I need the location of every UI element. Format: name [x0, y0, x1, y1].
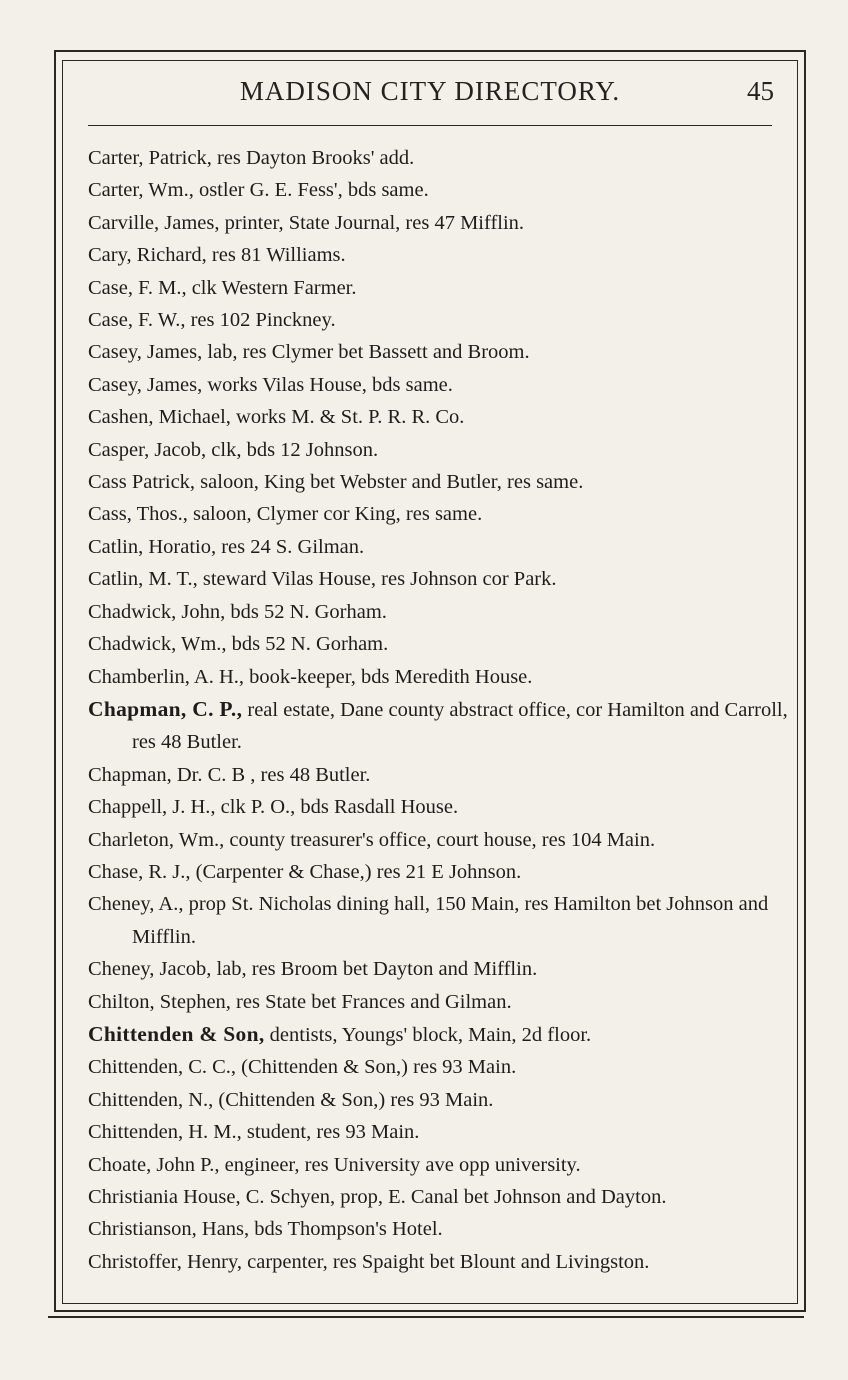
entry-text: Cheney, Jacob, lab, res Broom bet Dayton and Mifflin.: [88, 958, 538, 981]
directory-entry: [88, 531, 788, 563]
entry-text: Chilton, Stephen, res State bet Frances and Gilman.: [88, 990, 512, 1013]
directory-entry: [88, 759, 788, 791]
directory-entry: [88, 304, 788, 336]
directory-entry: [88, 174, 788, 206]
entry-bold-name: Chittenden & Son,: [88, 1021, 265, 1046]
directory-entry: [88, 466, 788, 498]
directory-entry: [88, 596, 788, 628]
directory-entry: [88, 272, 788, 304]
entry-text: Carter, Patrick, res Dayton Brooks' add.: [88, 147, 415, 169]
entry-text: Chittenden, N., (Chittenden & Son,) res 93 Main.: [88, 1088, 494, 1111]
entry-text: real estate, Dane county abstract office, cor Hamilton and Carroll, res 48 Butler.: [132, 698, 788, 754]
entry-text: Chadwick, John, bds 52 N. Gorham.: [88, 600, 387, 623]
directory-entry: [88, 1084, 788, 1116]
entry-text: Chadwick, Wm., bds 52 N. Gorham.: [88, 633, 389, 656]
entry-text: Chapman, Dr. C. B , res 48 Butler.: [88, 763, 371, 786]
directory-entry: [88, 1051, 788, 1083]
entry-text: Christoffer, Henry, carpenter, res Spaight bet Blount and Livingston.: [88, 1250, 650, 1273]
page-number: 45: [747, 76, 774, 106]
directory-entry: [88, 1246, 788, 1278]
directory-entry: [88, 401, 788, 433]
entry-text: Carville, James, printer, State Journal, res 47 Mifflin.: [88, 211, 525, 234]
entry-text: Choate, John P., engineer, res University ave opp university.: [88, 1153, 581, 1176]
directory-entry: [88, 498, 788, 530]
directory-entry: [88, 888, 788, 953]
directory-entry: [88, 1213, 788, 1245]
entry-text: Chittenden, H. M., student, res 93 Main.: [88, 1121, 420, 1144]
entry-text: Cass, Thos., saloon, Clymer cor King, res same.: [88, 503, 483, 526]
directory-entry: [88, 661, 788, 693]
directory-entry: [88, 142, 788, 174]
directory-entry: [88, 434, 788, 466]
directory-entry: [88, 239, 788, 271]
entry-text: Casey, James, lab, res Clymer bet Bassett and Broom.: [88, 341, 530, 364]
directory-entry: [88, 856, 788, 888]
entry-text: Case, F. M., clk Western Farmer.: [88, 276, 357, 299]
directory-entry: [88, 824, 788, 856]
entry-text: Casey, James, works Vilas House, bds same.: [88, 373, 453, 396]
page-header: [62, 76, 798, 116]
entry-text: Casper, Jacob, clk, bds 12 Johnson.: [88, 438, 379, 461]
header-rule: [88, 125, 772, 126]
directory-entry: [88, 693, 788, 759]
entry-text: Christiania House, C. Schyen, prop, E. Canal bet Johnson and Dayton.: [88, 1186, 667, 1208]
entry-text: Catlin, Horatio, res 24 S. Gilman.: [88, 535, 365, 558]
entry-text: Catlin, M. T., steward Vilas House, res Johnson cor Park.: [88, 568, 557, 591]
directory-entry: [88, 953, 788, 985]
directory-entry: [88, 986, 788, 1018]
directory-entry: [88, 1181, 788, 1213]
entry-text: Carter, Wm., ostler G. E. Fess', bds same.: [88, 179, 429, 202]
entry-text: Christianson, Hans, bds Thompson's Hotel.: [88, 1218, 443, 1241]
entry-text: Cary, Richard, res 81 Williams.: [88, 244, 346, 267]
directory-entry: [88, 336, 788, 368]
bottom-rule: [48, 1316, 804, 1318]
entry-text: Charleton, Wm., county treasurer's office, court house, res 104 Main.: [88, 828, 656, 851]
entry-text: Chittenden, C. C., (Chittenden & Son,) res 93 Main.: [88, 1056, 517, 1079]
page-title: MADISON CITY DIRECTORY.: [239, 76, 621, 106]
directory-entry: [88, 1149, 788, 1181]
directory-entry: [88, 563, 788, 595]
entry-text: dentists, Youngs' block, Main, 2d floor.: [264, 1023, 592, 1046]
entry-bold-name: Chapman, C. P.,: [88, 696, 243, 721]
directory-entry: [88, 628, 788, 660]
directory-entry: [88, 791, 788, 823]
entry-text: Cashen, Michael, works M. & St. P. R. R. Co.: [88, 406, 465, 429]
entry-text: Chamberlin, A. H., book-keeper, bds Meredith House.: [88, 665, 533, 688]
entry-text: Chase, R. J., (Carpenter & Chase,) res 21 E Johnson.: [88, 860, 522, 883]
directory-entry: [88, 369, 788, 401]
directory-entry: [88, 1018, 788, 1051]
directory-entry: [88, 207, 788, 239]
entry-text: Chappell, J. H., clk P. O., bds Rasdall House.: [88, 796, 459, 819]
entry-text: Cass Patrick, saloon, King bet Webster and Butler, res same.: [88, 471, 584, 494]
entry-text: Cheney, A., prop St. Nicholas dining hall, 150 Main, res Hamilton bet Johnson and Mifflin.: [88, 893, 769, 948]
directory-entry: [88, 1116, 788, 1148]
directory-listing: [88, 142, 788, 1278]
entry-text: Case, F. W., res 102 Pinckney.: [88, 309, 336, 332]
